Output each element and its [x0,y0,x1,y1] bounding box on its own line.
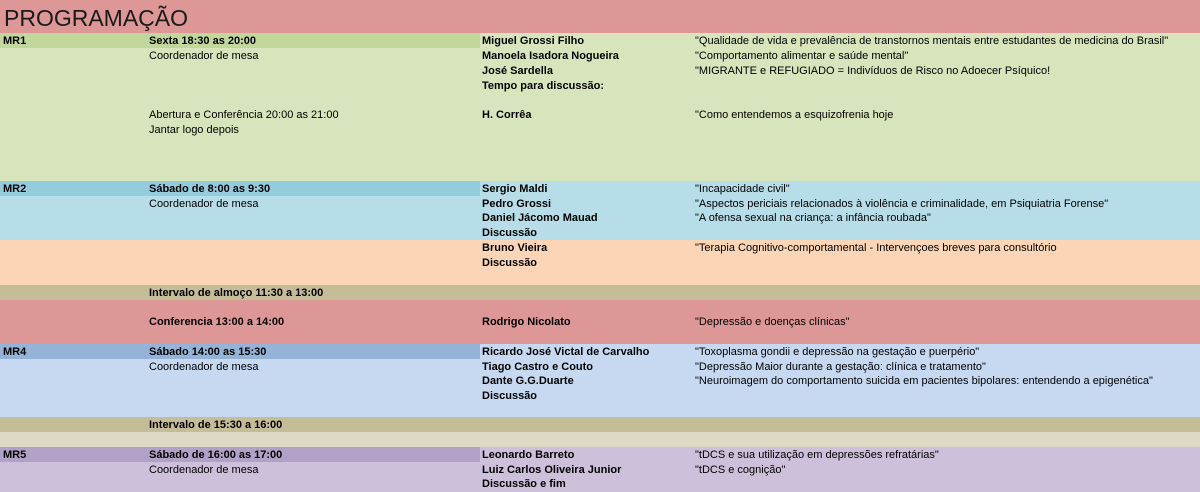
mr2-time: Sábado de 8:00 as 9:30 [149,183,271,195]
mr1-coordinator: Coordenador de mesa [149,50,259,62]
conference-speaker: Rodrigo Nicolato [482,316,571,328]
mr5-speaker-2: Luiz Carlos Oliveira Junior [482,464,622,476]
conference-talk: "Depressão e doenças clínicas" [695,316,850,328]
mr2-extra-discussion: Discussão [482,257,538,269]
mr4-talk-2: "Depressão Maior durante a gestação: clínica e tratamento" [695,361,986,373]
mr4-coordinator: Coordenador de mesa [149,361,259,373]
mr1-code: MR1 [3,35,27,47]
mr5-discussion: Discussão e fim [482,478,566,490]
mr1-speaker-2: Manoela Isadora Nogueira [482,50,619,62]
gap-band [0,432,1200,447]
mr5-time: Sábado de 16:00 as 17:00 [149,449,283,461]
mr2-talk-3: "A ofensa sexual na criança: a infância roubada" [695,212,931,224]
afternoon-break: Intervalo de 15:30 a 16:00 [149,419,283,431]
mr4-speaker-1: Ricardo José Victal de Carvalho [482,346,650,358]
mr1-discussion: Tempo para discussão: [482,80,605,92]
page-title: PROGRAMAÇÃO [4,5,189,31]
mr2-extra-talk: "Terapia Cognitivo-comportamental - Intervençoes breves para consultório [695,242,1057,254]
mr1-speaker-1: Miguel Grossi Filho [482,35,585,47]
mr1-talk-3: "MIGRANTE e REFUGIADO = Indivíduos de Risco no Adoecer Psíquico! [695,65,1051,77]
mr2-speaker-2: Pedro Grossi [482,198,552,210]
mr2-talk-2: "Aspectos periciais relacionados à violência e criminalidade, em Psiquiatria Forense" [695,198,1109,210]
mr2-discussion: Discussão [482,227,538,239]
mr1-speaker-3: José Sardella [482,65,553,77]
mr1-talk-2: "Comportamento alimentar e saúde mental" [695,50,909,62]
opening-speaker: H. Corrêa [482,109,532,121]
mr2-coordinator: Coordenador de mesa [149,198,259,210]
mr4-discussion: Discussão [482,390,538,402]
mr4-talk-1: "Toxoplasma gondii e depressão na gestação e puerpério" [695,346,980,358]
lunch-break: Intervalo de almoço 11:30 a 13:00 [149,287,324,299]
mr5-talk-1: "tDCS e sua utilização em depressões refratárias" [695,449,939,461]
mr5-coordinator: Coordenador de mesa [149,464,259,476]
opening-conference: Abertura e Conferência 20:00 as 21:00 [149,109,339,121]
opening-talk: "Como entendemos a esquizofrenia hoje [695,109,894,121]
mr2-speaker-1: Sergio Maldi [482,183,548,195]
mr5-talk-2: "tDCS e cognição" [695,464,786,476]
mr4-speaker-3: Dante G.G.Duarte [482,375,574,387]
mr2-extra-speaker: Bruno Vieira [482,242,548,254]
mr5-speaker-1: Leonardo Barreto [482,449,575,461]
mr4-time: Sábado 14:00 as 15:30 [149,346,267,358]
mr1-time: Sexta 18:30 as 20:00 [149,35,257,47]
mr5-code: MR5 [3,449,27,461]
mr4-speaker-2: Tiago Castro e Couto [482,361,594,373]
mr2-code: MR2 [3,183,27,195]
mr1-talk-1: "Qualidade de vida e prevalência de transtornos mentais entre estudantes de medicina do Brasil" [695,35,1169,47]
mr4-talk-3: "Neuroimagem do comportamento suicida em pacientes bipolares: entendendo a epigenética" [695,375,1153,387]
mr4-code: MR4 [3,346,27,358]
dinner-note: Jantar logo depois [149,124,239,136]
conference-label: Conferencia 13:00 a 14:00 [149,316,285,328]
mr2-talk-1: "Incapacidade civil" [695,183,790,195]
mr2-speaker-3: Daniel Jácomo Mauad [482,212,598,224]
